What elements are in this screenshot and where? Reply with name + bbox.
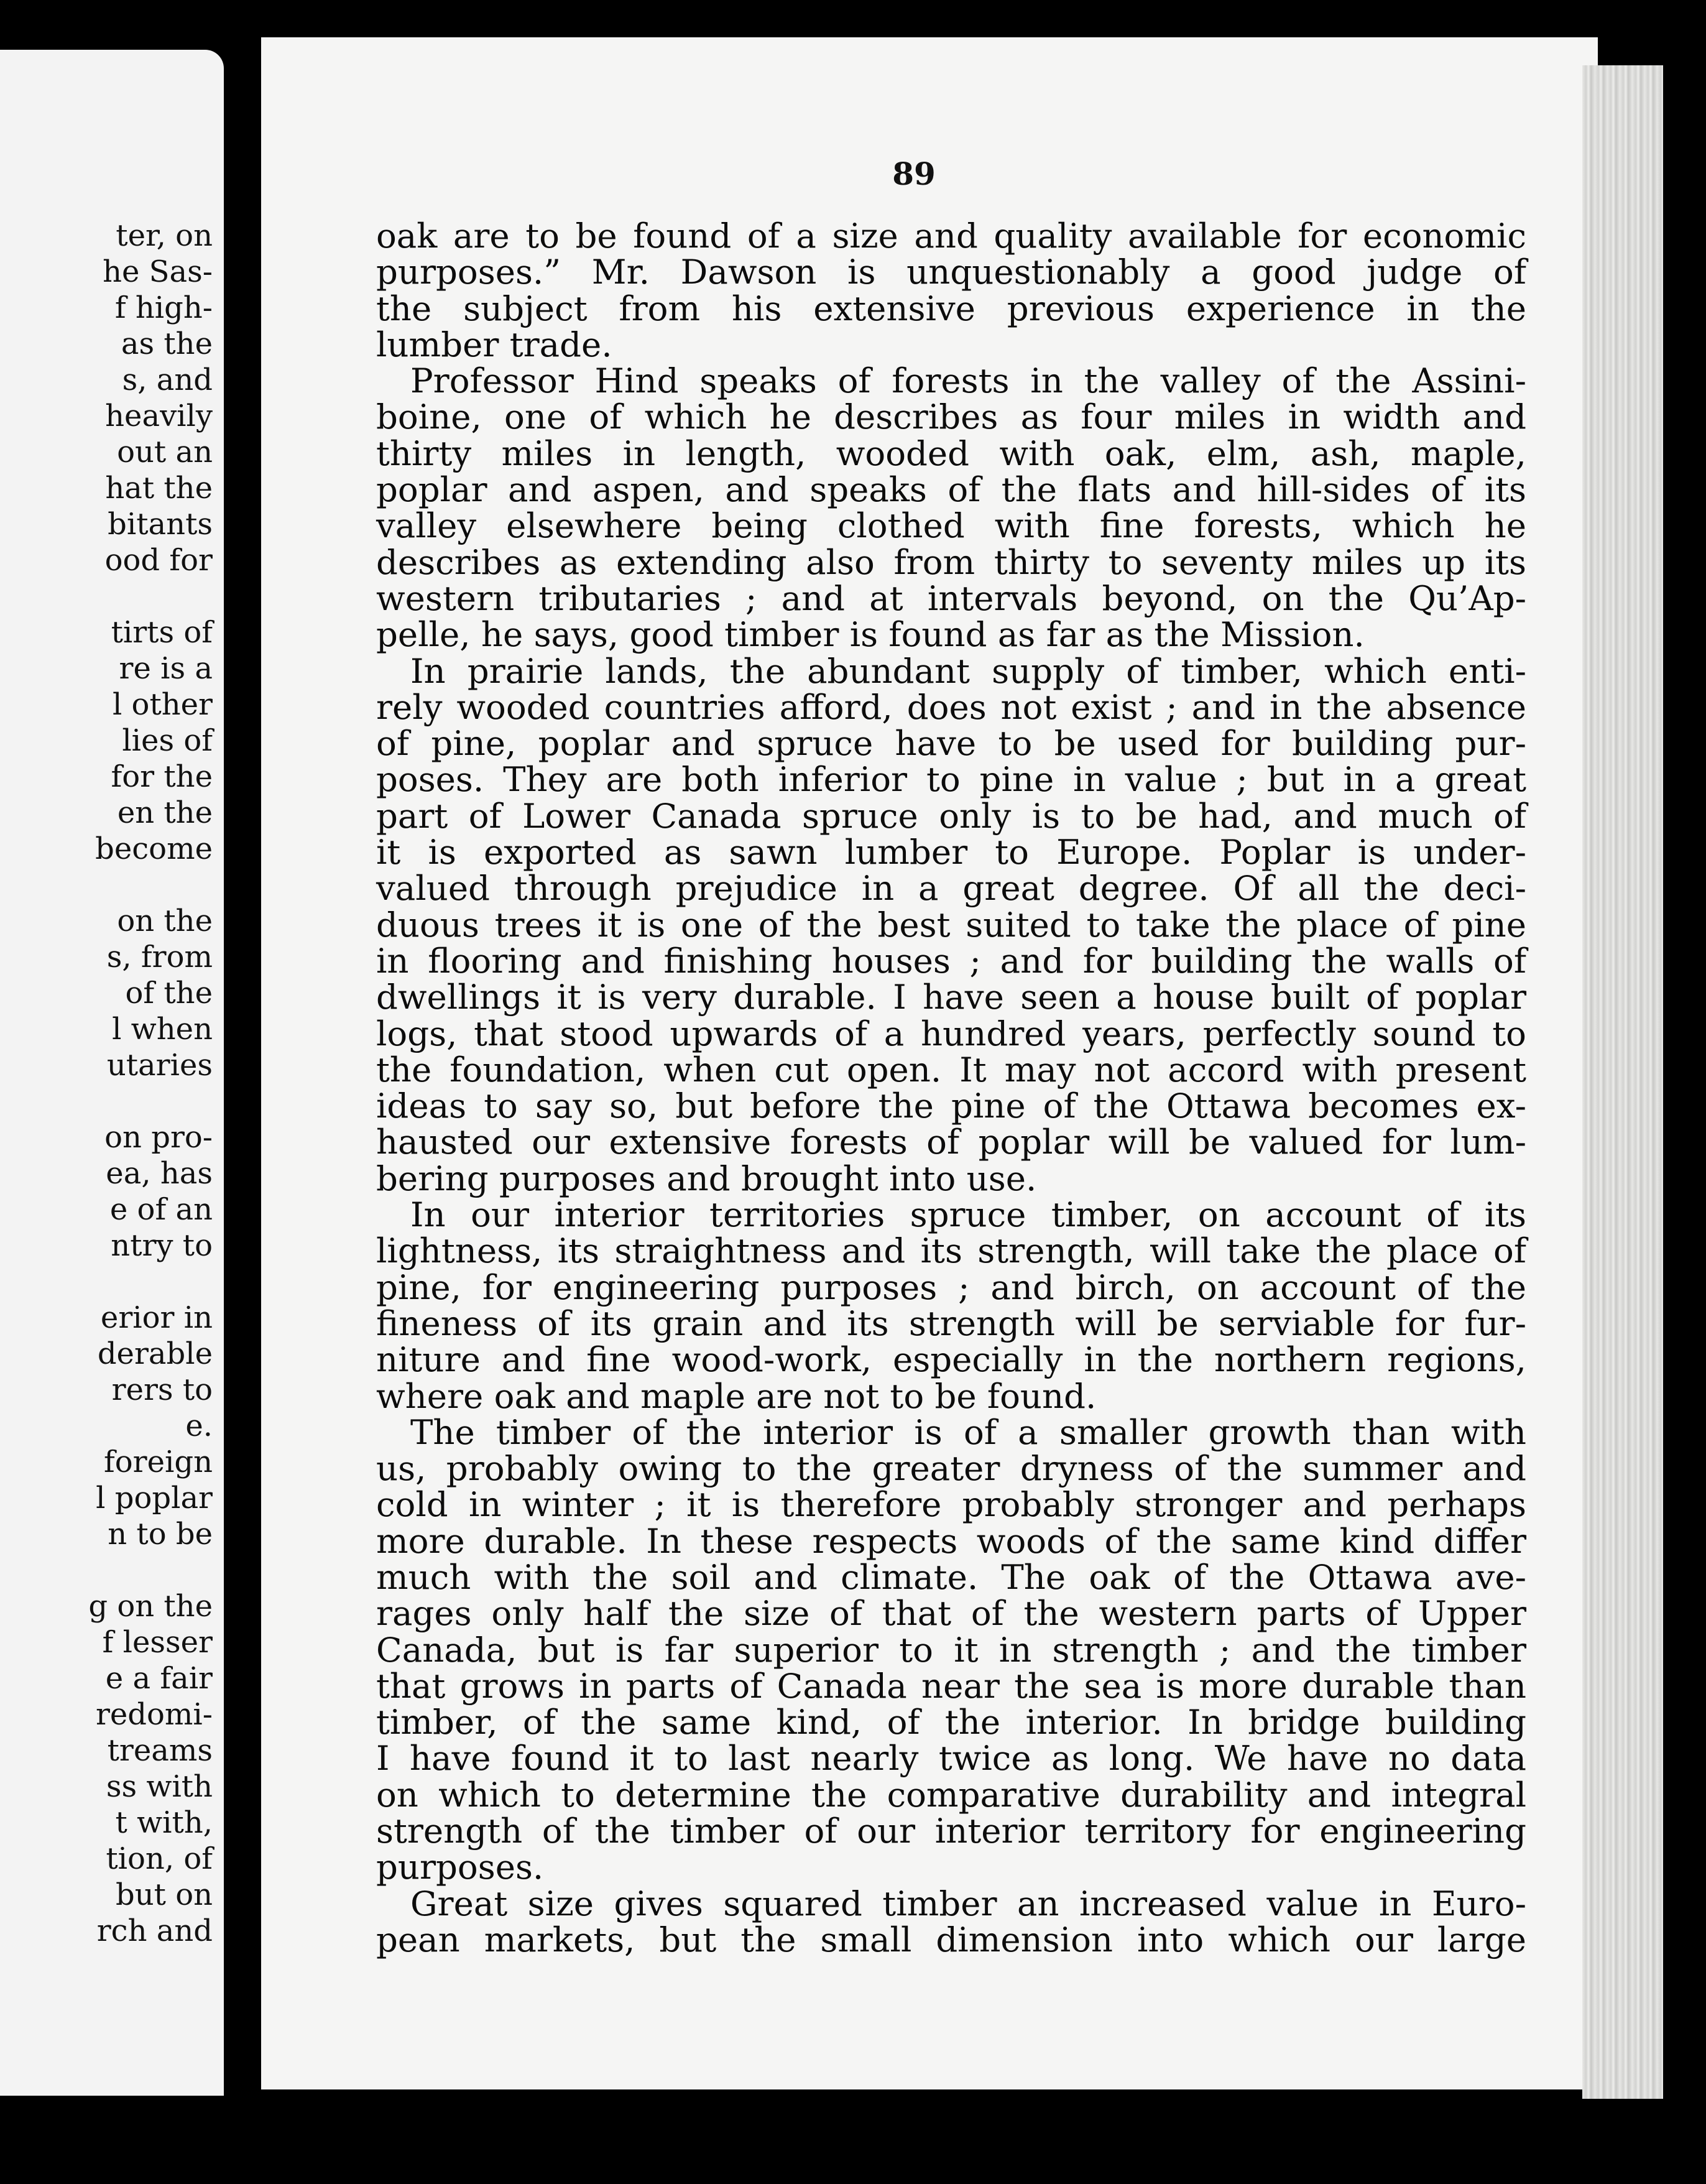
facing-page-line: on pro- — [104, 1120, 213, 1155]
text-line: oak are to be found of a size and quality available for economic — [376, 216, 1526, 256]
facing-page-line: heavily — [105, 399, 213, 433]
facing-page-line — [0, 867, 213, 903]
facing-page-line: ea, has — [106, 1156, 213, 1191]
text-line: Great size gives squared timber an increased value in Euro- — [410, 1883, 1526, 1923]
text-line: The timber of the interior is of a smaller growth than with — [410, 1412, 1526, 1452]
text-line: pelle, he says, good timber is found as far as the Mission. — [376, 614, 1365, 655]
facing-page-line: as the — [111, 326, 213, 361]
text-line: lumber trade. — [376, 324, 612, 364]
facing-page-line: out an — [117, 435, 213, 470]
body-text — [376, 218, 1526, 1958]
facing-page-line: he Sas- — [103, 254, 213, 289]
text-line: the foundation, when cut open. It may not accord with present — [376, 1049, 1526, 1090]
facing-page-line: derable — [97, 1336, 213, 1371]
facing-page-line: tirts of — [111, 615, 213, 650]
text-line: on which to determine the comparative durability and integral — [376, 1774, 1526, 1815]
text-line: western tributaries ; and at intervals beyond, on the Qu’Ap- — [376, 578, 1526, 618]
text-line: valued through prejudice in a great degree. Of all the deci- — [376, 868, 1526, 909]
facing-page-line — [0, 1264, 213, 1300]
text-line: In our interior territories spruce timber, on account of its — [410, 1195, 1526, 1235]
facing-page-line: on the — [117, 904, 213, 938]
facing-page-line: but on — [116, 1877, 213, 1912]
text-line: in flooring and finishing houses ; and for building the walls of — [376, 940, 1526, 981]
facing-page-line: ss with — [106, 1769, 213, 1804]
text-line: duous trees it is one of the best suited to take the place of pine — [376, 904, 1526, 945]
facing-page-line: f high- — [114, 290, 213, 325]
text-line: of pine, poplar and spruce have to be used for building pur- — [376, 723, 1526, 764]
facing-page-line: of the — [125, 976, 213, 1011]
facing-page-line: bitants — [108, 507, 213, 542]
facing-page-line: f lesser — [102, 1625, 213, 1660]
text-line: Professor Hind speaks of forests in the valley of the Assini- — [410, 361, 1526, 401]
main-page — [261, 37, 1598, 2089]
text-line: dwellings it is very durable. I have seen a house built of poplar — [376, 977, 1526, 1017]
facing-page-line: e. — [185, 1409, 213, 1443]
text-line: niture and fine wood-work, especially in the northern regions, — [376, 1340, 1526, 1380]
facing-page-line: utaries — [106, 1048, 213, 1083]
text-line: more durable. In these respects woods of the same kind differ — [376, 1520, 1526, 1561]
facing-page-line: n to be — [108, 1517, 213, 1552]
facing-page — [0, 50, 224, 2096]
facing-page-line — [0, 578, 213, 614]
text-line: poses. They are both inferior to pine in value ; but in a great — [376, 759, 1526, 800]
book-gutter — [224, 0, 261, 2184]
facing-page-line: hat the — [105, 471, 213, 506]
text-line: lightness, its straightness and its strength, will take the place of — [376, 1231, 1526, 1271]
text-line: purposes. — [376, 1847, 544, 1887]
facing-page-line — [0, 1083, 213, 1119]
text-line: the subject from his extensive previous experience in the — [376, 288, 1526, 328]
text-line: Canada, but is far superior to it in strength ; and the timber — [376, 1629, 1526, 1670]
facing-page-line: redomi- — [95, 1697, 213, 1732]
facing-page-line: tion, of — [106, 1841, 213, 1876]
text-line: pine, for engineering purposes ; and birch, on account of the — [376, 1267, 1526, 1307]
text-line: rages only half the size of that of the western parts of Upper — [376, 1593, 1526, 1634]
facing-page-line: l other — [112, 687, 213, 722]
facing-page-line: ntry to — [111, 1228, 213, 1263]
facing-page-line: s, from — [106, 940, 213, 974]
text-line: fineness of its grain and its strength will be serviable for fur- — [376, 1303, 1526, 1343]
text-line: us, probably owing to the greater dryness of the summer and — [376, 1448, 1526, 1489]
facing-page-line: lies of — [122, 723, 213, 758]
facing-page-line: en the — [117, 795, 213, 830]
facing-page-line: ood for — [104, 543, 213, 578]
text-line: it is exported as sawn lumber to Europe. Poplar is under- — [376, 832, 1526, 872]
facing-page-line: e of an — [109, 1192, 213, 1227]
facing-page-line: l poplar — [96, 1481, 213, 1515]
facing-page-line: treams — [107, 1733, 213, 1768]
text-line: that grows in parts of Canada near the sea is more durable than — [376, 1665, 1526, 1706]
text-line: rely wooded countries afford, does not exist ; and in the absence — [376, 687, 1526, 727]
text-line: logs, that stood upwards of a hundred years, perfectly sound to — [376, 1013, 1526, 1053]
text-line: much with the soil and climate. The oak of the Ottawa ave- — [376, 1557, 1526, 1597]
facing-page-line: g on the — [88, 1589, 213, 1624]
facing-page-line — [0, 1552, 213, 1588]
text-line: describes as extending also from thirty to seventy miles up its — [376, 542, 1526, 582]
facing-page-line: become — [95, 831, 213, 866]
text-line: cold in winter ; it is therefore probably stronger and perhaps — [376, 1484, 1526, 1525]
text-line: poplar and aspen, and speaks of the flats and hill-sides of its — [376, 470, 1526, 510]
text-line: thirty miles in length, wooded with oak, elm, ash, maple, — [376, 433, 1526, 473]
facing-page-line: ter, on — [116, 218, 213, 253]
facing-page-line: t with, — [115, 1805, 213, 1840]
text-line: pean markets, but the small dimension into which our large — [376, 1919, 1526, 1960]
text-line: In prairie lands, the abundant supply of timber, which enti- — [410, 650, 1526, 691]
text-line: part of Lower Canada spruce only is to be had, and much of — [376, 795, 1526, 836]
facing-page-line: rch and — [96, 1913, 213, 1948]
text-line: I have found it to last nearly twice as long. We have no data — [376, 1738, 1526, 1779]
facing-page-line: erior in — [100, 1300, 213, 1335]
text-line: purposes.” Mr. Dawson is unquestionably a good judge of — [376, 252, 1526, 292]
text-line: bering purposes and brought into use. — [376, 1158, 1037, 1198]
page-edges — [1582, 65, 1663, 2099]
text-line: hausted our extensive forests of poplar will be valued for lum- — [376, 1122, 1526, 1162]
facing-page-line: re is a — [119, 651, 213, 686]
facing-page-line: for the — [111, 759, 213, 794]
facing-page-line: s, and — [122, 363, 213, 397]
text-line: boine, one of which he describes as four miles in width and — [376, 397, 1526, 437]
facing-page-line: l when — [112, 1012, 213, 1047]
facing-page-text — [0, 218, 213, 1949]
text-line: valley elsewhere being clothed with fine forests, which he — [376, 506, 1526, 546]
text-line: timber, of the same kind, of the interior. In bridge building — [376, 1702, 1526, 1742]
facing-page-line: rers to — [111, 1372, 213, 1407]
text-line: strength of the timber of our interior territory for engineering — [376, 1811, 1526, 1851]
facing-page-line: e a fair — [105, 1661, 213, 1696]
facing-page-line: foreign — [103, 1445, 213, 1479]
page-number: 89 — [892, 155, 936, 192]
text-line: where oak and maple are not to be found. — [376, 1376, 1097, 1416]
text-line: ideas to say so, but before the pine of the Ottawa becomes ex- — [376, 1086, 1526, 1126]
